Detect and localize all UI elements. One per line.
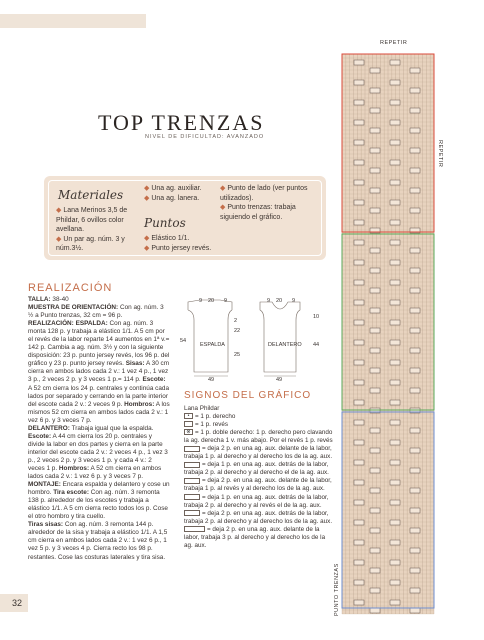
cable-mark <box>354 360 364 365</box>
knit-symbol-icon: • <box>184 413 193 419</box>
cable-mark <box>410 188 420 193</box>
cable-mark <box>390 340 400 345</box>
cable-mark <box>410 528 420 533</box>
cable-mark <box>370 208 380 213</box>
header-band <box>0 14 146 28</box>
materials-item: ◆ Punto trenzas: trabaja siguiendo el gráfico. <box>220 204 296 221</box>
cable-symbol-icon <box>184 510 200 516</box>
cable-mark <box>410 388 420 393</box>
punto-trenzas-label: PUNTO TRENZAS <box>334 563 340 616</box>
legend-item: = deja 2 p. en una ag. aux. delante de la labor, trabaja 1 p. al revés y al derecho los de la ag. aux. <box>184 477 332 493</box>
cable-mark <box>354 280 364 285</box>
cable-mark <box>390 480 400 485</box>
legend-item: • = 1 p. derecho <box>184 413 334 421</box>
cable-mark <box>390 300 400 305</box>
cable-symbol-icon <box>184 462 200 468</box>
cable-mark <box>354 80 364 85</box>
cable-symbol-icon <box>184 446 200 452</box>
cable-symbol-icon <box>184 478 200 484</box>
legend-item: = 1 p. revés <box>184 421 334 429</box>
cable-mark <box>410 428 420 433</box>
cable-mark <box>390 460 400 465</box>
cable-mark <box>410 488 420 493</box>
cable-mark <box>390 240 400 245</box>
cable-mark <box>354 380 364 385</box>
cable-mark <box>390 540 400 545</box>
back-height: 54 <box>180 338 187 344</box>
cable-mark <box>370 588 380 593</box>
cable-mark <box>410 448 420 453</box>
legend-item: = deja 1 p. en una ag. aux. detrás de la labor, trabaja 2 p. al derecho y al derecho el de la ag. aux. <box>184 461 329 477</box>
materials-item: ◆ Una ag. auxiliar. <box>144 185 202 192</box>
cable-mark <box>354 180 364 185</box>
puntos-list <box>144 234 224 253</box>
cable-mark <box>370 448 380 453</box>
cable-mark <box>354 540 364 545</box>
cable-mark <box>370 488 380 493</box>
cable-mark <box>354 520 364 525</box>
cable-mark <box>370 568 380 573</box>
realizacion-heading: REALIZACIÓN <box>28 282 113 294</box>
cable-mark <box>370 268 380 273</box>
knitting-chart <box>338 44 438 624</box>
cable-mark <box>410 108 420 113</box>
instructions-text: TALLA: 38-40 MUESTRA DE ORIENTACIÓN: Con ag. núm. 3 ½ a Punto trenzas, 32 cm = 96 p. REALIZACIÓN: ESPALDA: Con ag. núm. 3 monta 128 p. y trabaja a elástico 1/1. A 5 cm por el revés de la labor reparte 14 aumentos en 1ª v.= 142 p. Cambia a ag. núm. 3½ y con la siguiente disposición: 23 p. punto jersey revés, los 96 p. del gráfico y 23 p. punto jersey revés. Sisas: A 30 cm cierra en ambos lados cada 2 v.: 1 vez 4 p., 1 vez 3 p., 2 veces 2 p. y 3 veces 1 p.= 114 p. Escote: A 52 cm cierra los 24 p. centrales y continúa cada lados por separado y cerrando en la parte interior del escote cada 2 v.: 2 veces 9 p. Hombros: A los mismos 52 cm cierra en ambos lados cada 2 v.: 1 vez 6 p. y 3 veces 7 p. DELANTERO: Trabaja igual que la espalda. Escote: A 44 cm cierra los 20 p. centrales y divide la labor en dos partes y cierra en la parte interior del escote cada 2 v.: 2 veces 4 p., 1 vez 3 p., 2 veces 2 p. y 3 veces 1 p. y cada 4 v.: 2 veces 1 p. Hombros: A 52 cm cierra en ambos lados cada 2 v.: 1 vez 6 p. y 3 veces 7 p. MONTAJE: Encara espalda y delantero y cose un hombro. Tira escote: Con ag. núm. 3 remonta 138 p. alrededor de los escotes y trabaja a elástico 1/1. A 5 cm cierra recto todos los p. Cose el otro hombro y tira cuello. Tiras sisas: Con ag. núm. 3 remonta 144 p. alrededor de la sisa y trabaja a elástico 1/1. A 1,5 cm cierra en ambos lados cada 2 v.: 1 vez 6 p., 1 vez 5 p. y 3 veces 4 p. Cierra recto los 98 p. restantes. Cose las costuras laterales y tira sisa. <box>28 296 170 561</box>
cable-mark <box>354 340 364 345</box>
materials-box <box>44 176 326 260</box>
cable-mark <box>410 568 420 573</box>
cable-mark <box>354 60 364 65</box>
pattern-schema <box>176 292 328 382</box>
materials-item: ◆ Lana Merinos 3,5 de Phildar, 6 ovillos color avellana. <box>56 207 128 233</box>
cable-mark <box>410 268 420 273</box>
front-outline <box>260 302 300 372</box>
cable-mark <box>370 128 380 133</box>
repeat-side-label: REPETIR <box>437 140 443 168</box>
cable-mark <box>410 168 420 173</box>
cable-mark <box>390 60 400 65</box>
page-number: 32 <box>12 598 23 608</box>
cable-mark <box>370 308 380 313</box>
materials-col2 <box>144 184 224 203</box>
front-neck-depth: 10 <box>313 314 320 320</box>
materials-item: ◆ Un par ag. núm. 3 y núm.3½. <box>56 235 125 252</box>
cable-mark <box>410 348 420 353</box>
cable-mark <box>390 80 400 85</box>
yarn-label: Lana Phildar <box>184 405 220 412</box>
cable-mark <box>410 308 420 313</box>
signos-heading: SIGNOS DEL GRÁFICO <box>184 390 312 401</box>
cable-mark <box>410 468 420 473</box>
cable-mark <box>354 420 364 425</box>
cable-mark <box>354 460 364 465</box>
cable-mark <box>410 88 420 93</box>
back-top-dim-3: 9 <box>224 298 228 304</box>
materials-item: ◆ Punto de lado (ver puntos utilizados). <box>220 185 308 202</box>
back-bottom-height: 25 <box>234 352 241 358</box>
puntos-item: ◆ Elástico 1/1. <box>144 235 190 242</box>
cable-mark <box>370 328 380 333</box>
cable-mark <box>370 608 380 613</box>
cable-mark <box>390 500 400 505</box>
cable-mark <box>370 68 380 73</box>
cable-mark <box>390 360 400 365</box>
cable-mark <box>390 400 400 405</box>
difficulty-label: NIVEL DE DIFICULTAD: AVANZADO <box>145 134 265 140</box>
legend-item: = deja 2 p. en una ag. aux. delante de la labor, trabaja 1 p. al derecho y al derecho los de la ag. aux. <box>184 445 333 461</box>
cable-mark <box>370 428 380 433</box>
symbol-legend <box>184 405 334 550</box>
puntos-item: ◆ Punto jersey revés. <box>144 244 212 252</box>
cable-mark <box>390 200 400 205</box>
cable-mark <box>410 128 420 133</box>
cable-mark <box>370 508 380 513</box>
cable-mark <box>390 600 400 605</box>
cable-mark <box>390 220 400 225</box>
legend-item: = deja 2 p. en una ag. aux. delante de la labor, trabaja 3 p. al derecho y al derecho los de la ag. aux. <box>184 525 326 549</box>
cable-mark <box>390 560 400 565</box>
cable-mark <box>410 288 420 293</box>
front-height: 44 <box>313 342 320 348</box>
front-top-dim-1: 9 <box>267 298 271 304</box>
back-neck: 2 <box>234 318 238 324</box>
cable-mark <box>370 148 380 153</box>
cable-mark <box>410 328 420 333</box>
cable-mark <box>354 160 364 165</box>
cable-mark <box>354 240 364 245</box>
legend-item: ⊗ = 1 p. doble derecho: 1 p. derecho pero clavando la ag. derecha 1 v. más abajo. Por el revés 1 p. revés <box>184 429 333 445</box>
cable-mark <box>354 600 364 605</box>
cable-mark <box>370 528 380 533</box>
cable-mark <box>370 288 380 293</box>
back-width: 49 <box>208 377 215 382</box>
legend-item: = deja 1 p. en una ag. aux. detrás de la labor, trabaja 2 p. al derecho y al revés el de la ag. aux. <box>184 493 329 509</box>
legend-item: = deja 2 p. en una ag. aux. detrás de la labor, trabaja 2 p. al derecho y al derecho los de la ag. aux. <box>184 509 333 525</box>
materials-col1 <box>56 206 136 254</box>
cable-mark <box>390 420 400 425</box>
cable-mark <box>354 100 364 105</box>
cable-mark <box>390 440 400 445</box>
cable-mark <box>354 220 364 225</box>
cable-mark <box>410 508 420 513</box>
cable-mark <box>390 320 400 325</box>
cable-mark <box>370 468 380 473</box>
page-title: TOP TRENZAS <box>98 110 265 135</box>
cable-mark <box>370 108 380 113</box>
cable-mark <box>370 168 380 173</box>
cable-mark <box>354 300 364 305</box>
cable-mark <box>354 320 364 325</box>
cable-mark <box>390 520 400 525</box>
purl-symbol-icon <box>184 421 193 427</box>
cable-mark <box>390 160 400 165</box>
cable-mark <box>370 348 380 353</box>
cable-mark <box>370 188 380 193</box>
cable-mark <box>370 548 380 553</box>
cable-mark <box>410 588 420 593</box>
cable-mark <box>410 368 420 373</box>
front-top-dim-3: 9 <box>292 298 296 304</box>
back-top-dim-2: 20 <box>208 298 215 304</box>
cable-symbol-icon <box>184 526 205 532</box>
puntos-heading: Puntos <box>144 216 186 230</box>
cable-mark <box>410 608 420 613</box>
cable-mark <box>390 140 400 145</box>
cable-mark <box>410 68 420 73</box>
cable-mark <box>354 120 364 125</box>
cable-mark <box>410 248 420 253</box>
cable-mark <box>390 120 400 125</box>
cable-mark <box>370 88 380 93</box>
cable-mark <box>390 380 400 385</box>
cable-mark <box>410 148 420 153</box>
cable-mark <box>370 248 380 253</box>
cable-mark <box>390 260 400 265</box>
cable-mark <box>410 208 420 213</box>
cable-mark <box>354 200 364 205</box>
materials-heading: Materiales <box>58 188 124 202</box>
cable-mark <box>390 580 400 585</box>
cable-mark <box>354 580 364 585</box>
cable-mark <box>354 260 364 265</box>
repeat-top-label: REPETIR <box>380 40 408 46</box>
cable-mark <box>390 280 400 285</box>
cable-mark <box>370 368 380 373</box>
front-top-dim-2: 20 <box>276 298 283 304</box>
back-outline <box>188 310 232 372</box>
cable-mark <box>354 140 364 145</box>
back-armhole: 22 <box>234 328 241 334</box>
cable-mark <box>390 100 400 105</box>
cable-symbol-icon <box>184 494 200 500</box>
materials-col3 <box>220 184 316 222</box>
cable-mark <box>370 388 380 393</box>
cable-mark <box>354 400 364 405</box>
materials-item: ◆ Una ag. lanera. <box>144 194 200 202</box>
cable-mark <box>390 180 400 185</box>
front-label: DELANTERO <box>268 342 302 348</box>
cable-mark <box>410 548 420 553</box>
cable-mark <box>354 440 364 445</box>
back-label: ESPALDA <box>200 342 225 348</box>
cable-mark <box>354 480 364 485</box>
front-width: 49 <box>276 377 283 382</box>
cable-mark <box>354 500 364 505</box>
double-knit-symbol-icon: ⊗ <box>184 429 193 435</box>
back-top-dim-1: 9 <box>199 298 203 304</box>
cable-mark <box>354 560 364 565</box>
